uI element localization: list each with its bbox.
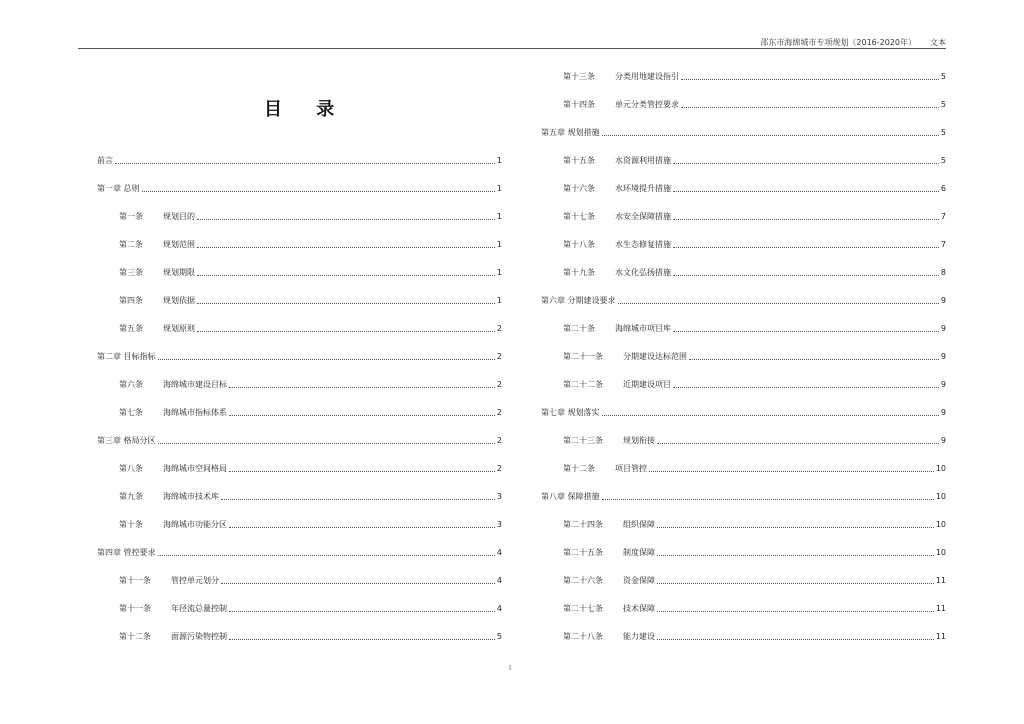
- toc-entry-page: 11: [935, 576, 946, 585]
- toc-leader-dots: [618, 303, 939, 304]
- toc-entry[interactable]: [541, 238, 946, 250]
- toc-leader-dots: [673, 163, 939, 164]
- toc-entry-label: 技术保障: [623, 604, 655, 613]
- toc-entry-page: 5: [940, 128, 946, 137]
- header-doc-type: 文本: [930, 38, 946, 47]
- toc-entry-page: 4: [496, 548, 502, 557]
- toc-leader-dots: [229, 471, 495, 472]
- toc-entry-label: 水资源利用措施: [615, 156, 671, 165]
- toc-entry-label: 规划依据: [163, 296, 195, 305]
- toc-entry-label: 规划范围: [163, 240, 195, 249]
- toc-leader-dots: [681, 79, 939, 80]
- toc-leader-dots: [197, 275, 495, 276]
- toc-leader-dots: [673, 275, 939, 276]
- toc-entry-number: 第十二条: [563, 464, 595, 473]
- toc-leader-dots: [689, 359, 939, 360]
- toc-entry[interactable]: [541, 126, 946, 138]
- toc-leader-dots: [657, 611, 934, 612]
- toc-entry-page: 3: [496, 492, 502, 501]
- toc-entry-page: 10: [935, 464, 946, 473]
- toc-entry-page: 1: [496, 156, 502, 165]
- toc-entry-number: 第三条: [119, 268, 143, 277]
- toc-leader-dots: [158, 443, 495, 444]
- toc-entry-number: 第十七条: [563, 212, 595, 221]
- toc-entry-page: 8: [940, 268, 946, 277]
- toc-entry-label: 海绵城市指标体系: [163, 408, 227, 417]
- toc-leader-dots: [657, 639, 934, 640]
- toc-entry-label: 第二章 目标指标: [97, 352, 156, 361]
- toc-entry-label: 年径流总量控制: [171, 604, 227, 613]
- toc-entry-label: 海绵城市建设目标: [163, 380, 227, 389]
- toc-entry-number: 第四条: [119, 296, 143, 305]
- toc-entry-label: 水文化弘扬措施: [615, 268, 671, 277]
- toc-leader-dots: [673, 387, 939, 388]
- toc-entry[interactable]: [541, 518, 946, 530]
- toc-entry[interactable]: [541, 546, 946, 558]
- toc-entry-number: 第六条: [119, 380, 143, 389]
- toc-entry[interactable]: [97, 154, 502, 166]
- toc-entry[interactable]: [97, 518, 502, 530]
- toc-leader-dots: [657, 555, 934, 556]
- toc-entry-number: 第十九条: [563, 268, 595, 277]
- footer-page-number: I: [509, 664, 512, 672]
- toc-leader-dots: [197, 303, 495, 304]
- toc-entry-label: 分类用地建设指引: [615, 72, 679, 81]
- toc-entry-label: 前言: [97, 156, 113, 165]
- toc-entry[interactable]: [97, 490, 502, 502]
- toc-entry-number: 第十六条: [563, 184, 595, 193]
- toc-entry-number: 第十一条: [119, 604, 151, 613]
- toc-entry-page: 10: [935, 548, 946, 557]
- toc-entry-number: 第二十五条: [563, 548, 603, 557]
- toc-entry-page: 11: [935, 604, 946, 613]
- toc-leader-dots: [657, 583, 934, 584]
- toc-entry-label: 规划衔接: [623, 436, 655, 445]
- toc-leader-dots: [142, 191, 495, 192]
- toc-leader-dots: [229, 387, 495, 388]
- toc-entry-page: 10: [935, 520, 946, 529]
- toc-entry[interactable]: [541, 630, 946, 642]
- toc-entry-page: 5: [940, 100, 946, 109]
- toc-entry-label: 规划期限: [163, 268, 195, 277]
- toc-entry-page: 9: [940, 408, 946, 417]
- toc-entry[interactable]: [97, 238, 502, 250]
- toc-entry-number: 第八条: [119, 464, 143, 473]
- toc-entry[interactable]: [97, 546, 502, 558]
- toc-leader-dots: [602, 415, 939, 416]
- toc-entry-label: 规划目的: [163, 212, 195, 221]
- toc-entry-page: 7: [940, 212, 946, 221]
- toc-entry-number: 第十四条: [563, 100, 595, 109]
- toc-entry-label: 水环境提升措施: [615, 184, 671, 193]
- toc-entry-label: 第三章 格局分区: [97, 436, 156, 445]
- toc-entry-page: 10: [935, 492, 946, 501]
- toc-entry-label: 规划原则: [163, 324, 195, 333]
- toc-entry-page: 9: [940, 296, 946, 305]
- toc-entry-number: 第五条: [119, 324, 143, 333]
- toc-entry-page: 2: [496, 324, 502, 333]
- toc-entry-page: 9: [940, 324, 946, 333]
- toc-entry-page: 1: [496, 268, 502, 277]
- toc-entry[interactable]: [541, 70, 946, 82]
- toc-leader-dots: [673, 191, 939, 192]
- toc-entry-page: 3: [496, 520, 502, 529]
- toc-entry-label: 第五章 规划措施: [541, 128, 600, 137]
- toc-entry-page: 2: [496, 408, 502, 417]
- toc-entry-label: 海绵城市功能分区: [163, 520, 227, 529]
- toc-leader-dots: [229, 611, 495, 612]
- header-divider: [78, 48, 946, 49]
- toc-leader-dots: [221, 583, 495, 584]
- toc-entry-label: 水生态修复措施: [615, 240, 671, 249]
- toc-entry[interactable]: [97, 462, 502, 474]
- toc-entry-label: 第一章 总则: [97, 184, 140, 193]
- toc-leader-dots: [229, 639, 495, 640]
- toc-leader-dots: [197, 331, 495, 332]
- toc-entry[interactable]: [97, 294, 502, 306]
- toc-entry[interactable]: [541, 210, 946, 222]
- toc-entry-number: 第二十二条: [563, 380, 603, 389]
- toc-entry[interactable]: [541, 294, 946, 306]
- toc-entry[interactable]: [541, 490, 946, 502]
- toc-leader-dots: [197, 247, 495, 248]
- toc-leader-dots: [657, 443, 939, 444]
- toc-entry[interactable]: [97, 210, 502, 222]
- toc-entry-number: 第一条: [119, 212, 143, 221]
- toc-entry[interactable]: [97, 434, 502, 446]
- toc-entry[interactable]: [97, 630, 502, 642]
- toc-entry-label: 第八章 保障措施: [541, 492, 600, 501]
- toc-entry[interactable]: [541, 378, 946, 390]
- toc-entry[interactable]: [97, 322, 502, 334]
- toc-entry-label: 分期建设达标范围: [623, 352, 687, 361]
- toc-entry[interactable]: [97, 182, 502, 194]
- toc-entry-number: 第十二条: [119, 632, 151, 641]
- toc-entry[interactable]: [541, 434, 946, 446]
- toc-leader-dots: [197, 219, 495, 220]
- toc-entry-number: 第二十七条: [563, 604, 603, 613]
- toc-entry-number: 第九条: [119, 492, 143, 501]
- toc-entry-label: 组织保障: [623, 520, 655, 529]
- toc-entry-number: 第二条: [119, 240, 143, 249]
- toc-entry-number: 第十条: [119, 520, 143, 529]
- toc-leader-dots: [229, 527, 495, 528]
- toc-entry-page: 4: [496, 576, 502, 585]
- toc-entry-label: 第四章 管控要求: [97, 548, 156, 557]
- toc-entry-page: 2: [496, 352, 502, 361]
- toc-entry-page: 2: [496, 464, 502, 473]
- toc-entry-number: 第二十六条: [563, 576, 603, 585]
- toc-entry-page: 9: [940, 352, 946, 361]
- toc-entry-label: 管控单元划分: [171, 576, 219, 585]
- toc-entry-page: 9: [940, 436, 946, 445]
- toc-entry-number: 第十三条: [563, 72, 595, 81]
- toc-entry[interactable]: [541, 574, 946, 586]
- page-header: [760, 37, 946, 48]
- toc-entry[interactable]: [541, 154, 946, 166]
- toc-entry-page: 5: [940, 156, 946, 165]
- toc-entry-number: 第二十一条: [563, 352, 603, 361]
- toc-entry[interactable]: [541, 182, 946, 194]
- toc-entry-number: 第二十四条: [563, 520, 603, 529]
- toc-entry-label: 近期建设项目: [623, 380, 671, 389]
- toc-leader-dots: [657, 527, 934, 528]
- toc-entry[interactable]: [97, 574, 502, 586]
- toc-entry[interactable]: [97, 406, 502, 418]
- toc-entry-label: 水安全保障措施: [615, 212, 671, 221]
- toc-entry[interactable]: [541, 266, 946, 278]
- toc-entry[interactable]: [541, 322, 946, 334]
- toc-entry-number: 第二十三条: [563, 436, 603, 445]
- toc-leader-dots: [158, 555, 495, 556]
- toc-entry[interactable]: [97, 350, 502, 362]
- toc-entry-page: 9: [940, 380, 946, 389]
- toc-leader-dots: [158, 359, 495, 360]
- toc-title: 目 录: [264, 99, 349, 120]
- toc-leader-dots: [673, 331, 939, 332]
- toc-leader-dots: [649, 471, 934, 472]
- toc-entry-label: 海绵城市项目库: [615, 324, 671, 333]
- toc-entry-page: 1: [496, 184, 502, 193]
- toc-entry[interactable]: [97, 602, 502, 614]
- toc-entry-page: 2: [496, 436, 502, 445]
- toc-entry-page: 1: [496, 212, 502, 221]
- toc-entry[interactable]: [541, 406, 946, 418]
- toc-entry-label: 资金保障: [623, 576, 655, 585]
- toc-leader-dots: [115, 163, 495, 164]
- toc-entry-page: 11: [935, 632, 946, 641]
- toc-entry-number: 第二十八条: [563, 632, 603, 641]
- toc-leader-dots: [673, 247, 939, 248]
- toc-leader-dots: [229, 415, 495, 416]
- toc-entry-page: 4: [496, 604, 502, 613]
- toc-entry-label: 第七章 规划落实: [541, 408, 600, 417]
- toc-entry-label: 能力建设: [623, 632, 655, 641]
- toc-entry-page: 5: [496, 632, 502, 641]
- toc-entry-page: 6: [940, 184, 946, 193]
- toc-entry[interactable]: [541, 462, 946, 474]
- toc-leader-dots: [681, 107, 939, 108]
- toc-entry-number: 第七条: [119, 408, 143, 417]
- toc-leader-dots: [221, 499, 495, 500]
- toc-entry-page: 7: [940, 240, 946, 249]
- toc-leader-dots: [602, 135, 939, 136]
- toc-entry[interactable]: [541, 350, 946, 362]
- toc-entry-label: 海绵城市技术库: [163, 492, 219, 501]
- toc-leader-dots: [673, 219, 939, 220]
- toc-entry-number: 第二十条: [563, 324, 595, 333]
- toc-entry-page: 2: [496, 380, 502, 389]
- toc-entry-page: 1: [496, 296, 502, 305]
- toc-entry-label: 制度保障: [623, 548, 655, 557]
- toc-entry-label: 面源污染物控制: [171, 632, 227, 641]
- toc-entry[interactable]: [97, 378, 502, 390]
- toc-leader-dots: [602, 499, 934, 500]
- header-title: 邵东市海绵城市专项规划（2016-2020年）: [760, 38, 916, 47]
- toc-entry-label: 第六章 分期建设要求: [541, 296, 616, 305]
- toc-entry-page: 5: [940, 72, 946, 81]
- toc-entry-label: 单元分类管控要求: [615, 100, 679, 109]
- toc-entry[interactable]: [97, 266, 502, 278]
- toc-entry-page: 1: [496, 240, 502, 249]
- toc-entry[interactable]: [541, 98, 946, 110]
- toc-entry[interactable]: [541, 602, 946, 614]
- toc-entry-number: 第十五条: [563, 156, 595, 165]
- toc-entry-label: 项目管控: [615, 464, 647, 473]
- toc-entry-label: 海绵城市空间格局: [163, 464, 227, 473]
- toc-entry-number: 第十八条: [563, 240, 595, 249]
- toc-entry-number: 第十一条: [119, 576, 151, 585]
